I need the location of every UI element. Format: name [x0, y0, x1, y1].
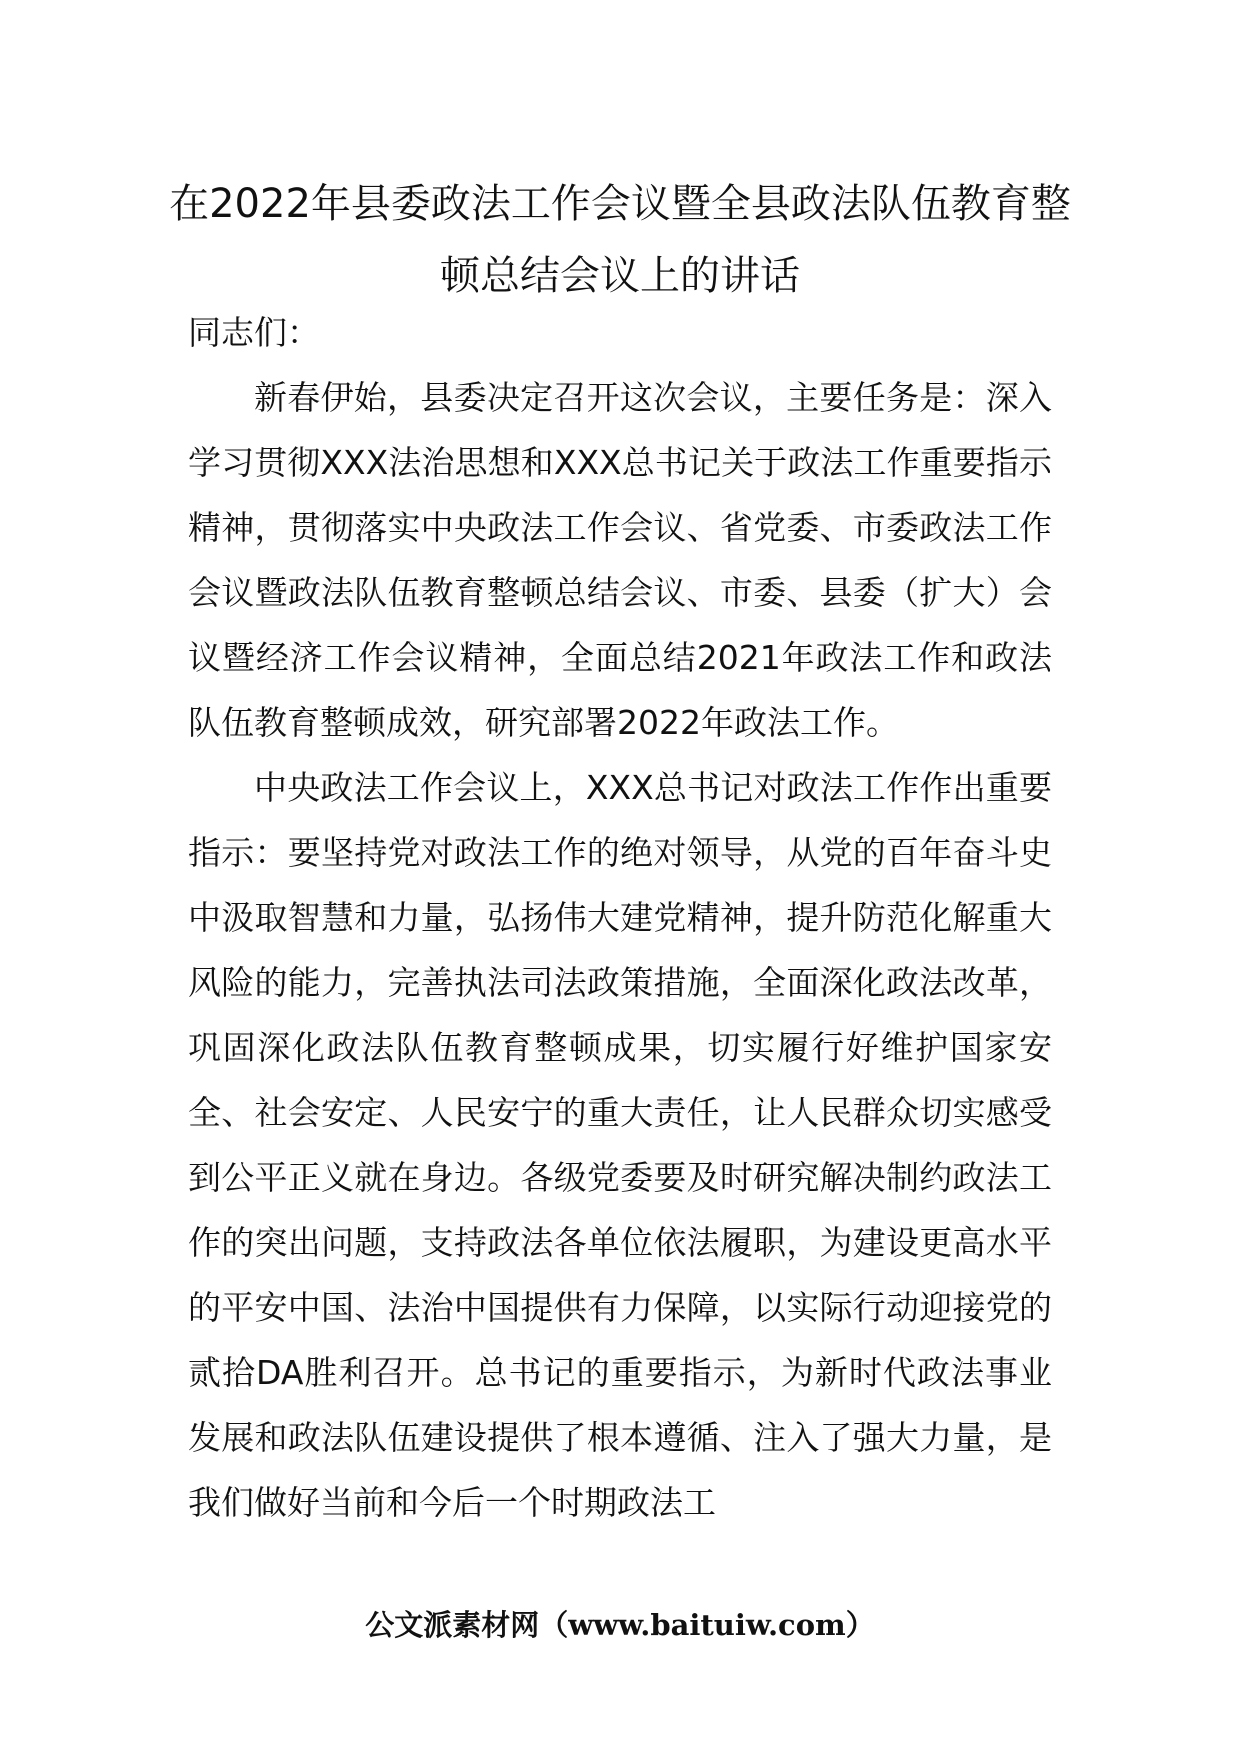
document-body: [188, 300, 1052, 1535]
paragraph-1: 新春伊始，县委决定召开这次会议，主要任务是：深入学习贯彻XXX法治思想和XXX总书记关于政法工作重要指示精神，贯彻落实中央政法工作会议、省党委、市委政法工作会议暨政法队伍教育整顿总结会议、市委、县委（扩大）会议暨经济工作会议精神，全面总结2021年政法工作和政法队伍教育整顿成效，研究部署2022年政法工作。: [188, 378, 1052, 742]
footer-watermark: 公文派素材网（www.baituiw.com）: [365, 1608, 875, 1642]
paragraph-2: 中央政法工作会议上，XXX总书记对政法工作作出重要指示：要坚持党对政法工作的绝对领导，从党的百年奋斗史中汲取智慧和力量，弘扬伟大建党精神，提升防范化解重大风险的能力，完善执法司法政策措施，全面深化政法改革，巩固深化政法队伍教育整顿成果，切实履行好维护国家安全、社会安定、人民安宁的重大责任，让人民群众切实感受到公平正义就在身边。各级党委要及时研究解决制约政法工作的突出问题，支持政法各单位依法履职，为建设更高水平的平安中国、法治中国提供有力保障，以实际行动迎接党的贰拾DA胜利召开。总书记的重要指示，为新时代政法事业发展和政法队伍建设提供了根本遵循、注入了强大力量，是我们做好当前和今后一个时期政法工: [188, 768, 1052, 1522]
document-title: 在2022年县委政法工作会议暨全县政法队伍教育整顿总结会议上的讲话: [169, 181, 1071, 299]
salutation: 同志们：: [188, 313, 320, 352]
